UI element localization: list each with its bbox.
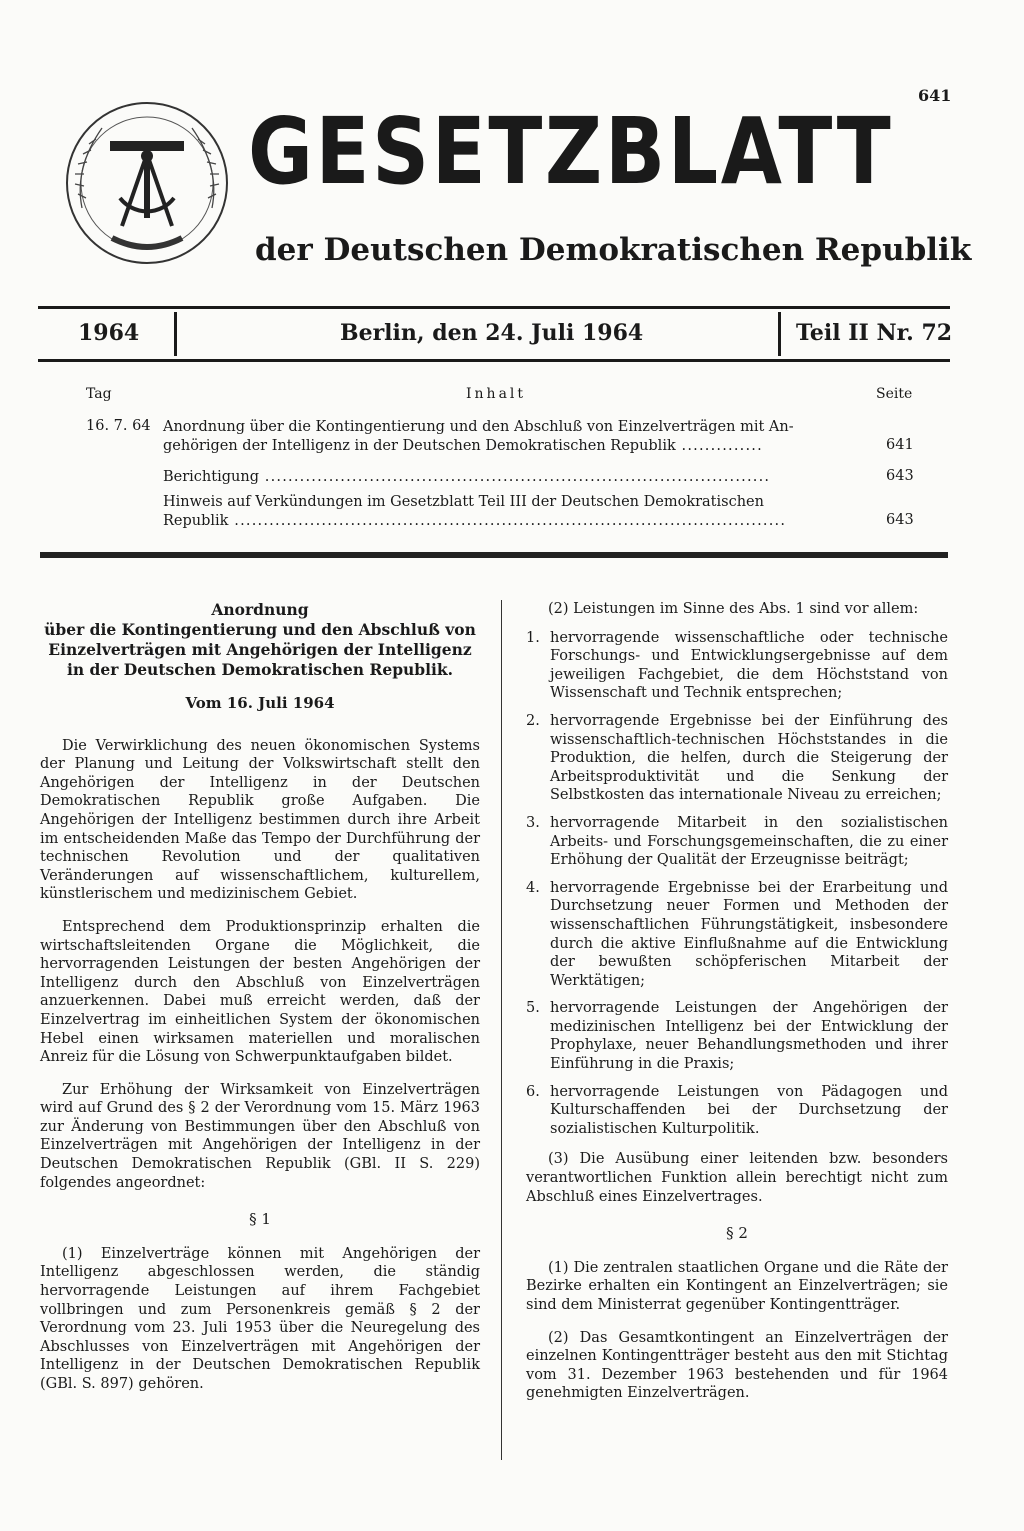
list-item bbox=[526, 1083, 948, 1139]
state-emblem-icon bbox=[62, 98, 232, 268]
contents-divider bbox=[40, 552, 948, 558]
issue-bar bbox=[38, 306, 953, 362]
right-column bbox=[526, 600, 948, 1417]
left-column bbox=[40, 600, 480, 1408]
list-item bbox=[526, 814, 948, 870]
issue-year: 1964 bbox=[78, 320, 140, 346]
toc-entry-page: 643 bbox=[886, 468, 914, 484]
section-paragraph: (2) Das Gesamtkontingent an Einzelverträgen der einzelnen Kontingentträger besteht aus den mit Stichtag vom 31. Dezember 1963 bestehenden und für 1964 genehmigten Einzelverträgen. bbox=[526, 1329, 948, 1402]
list-item-number: 1. bbox=[526, 629, 540, 646]
toc-entry-page: 643 bbox=[886, 512, 914, 528]
intro-paragraph: Die Verwirklichung des neuen ökonomischen Systems der Planung und Leitung der Volkswirtschaft stellt den Angehörigen der Intelligenz in der Deutschen Demokratischen Republik große Aufgaben. Die Angehörigen der Intelligenz bestimmen durch ihre Arbeit im entscheidenden Maße das Tempo der Durchführung der technischen Revolution und der qualitativen Veränderungen auf wissenschaftlichem, kulturellem, künstlerischem und medizinischem Gebiet. bbox=[40, 737, 480, 903]
contents-heading: Inhalt bbox=[466, 386, 527, 402]
list-item-number: 6. bbox=[526, 1083, 540, 1100]
masthead-subtitle: der Deutschen Demokratischen Republik bbox=[255, 232, 972, 268]
toc-entry-page: 641 bbox=[886, 437, 914, 453]
list-item bbox=[526, 712, 948, 805]
list-item-text: hervorragende Mitarbeit in den sozialistischen Arbeits- und Forschungsgemeinschaften, die zu einer Erhöhung der Qualität der Erzeugnisse beiträgt; bbox=[550, 814, 948, 869]
intro-paragraph: Zur Erhöhung der Wirksamkeit von Einzelverträgen wird auf Grund des § 2 der Verordnung vom 15. März 1963 zur Änderung von Bestimmungen über den Abschluß von Einzelverträgen mit Angehörigen der Intelligenz in der Deutschen Demokratischen Republik (GBl. II S. 229) folgendes angeordnet: bbox=[40, 1081, 480, 1191]
list-item-number: 2. bbox=[526, 712, 540, 729]
issue-dateline: Berlin, den 24. Juli 1964 bbox=[340, 320, 644, 346]
column-divider bbox=[501, 600, 502, 1460]
toc-entry: Anordnung über die Kontingentierung und den Abschluß von Einzelverträgen mit An- gehörigen der Intelligenz in der Deutschen Demokratischen Republik .............. bbox=[163, 418, 843, 456]
intro-paragraph: Entsprechend dem Produktionsprinzip erhalten die wirtschaftsleitenden Organe die Möglichkeit, die hervorragenden Leistungen der besten Angehörigen der Intelligenz durch den Abschluß von Einzelverträgen anzuerkennen. Dabei muß erreicht werden, daß der Einzelvertrag im einheitlichen System der ökonomischen Hebel einen wirksamen materiellen und moralischen Anreiz für die Lösung von Schwerpunktaufgaben bildet. bbox=[40, 918, 480, 1066]
title-line: Anordnung bbox=[211, 600, 309, 619]
section-paragraph: (1) Einzelverträge können mit Angehörigen der Intelligenz abgeschlossen werden, die ständig hervorragende Leistungen auf ihrem Fachgebiet vollbringen und zum Personenkreis gemäß § 2 der Verordnung vom 23. Juli 1953 über die Neuregelung des Abschlusses von Einzelverträgen mit Angehörigen der Intelligenz in der Deutschen Demokratischen Republik (GBl. S. 897) gehören. bbox=[40, 1245, 480, 1392]
list-item-text: hervorragende wissenschaftliche oder technische Forschungs- und Entwicklungsergebnisse auf dem jeweiligen Fachgebiet, die dem Höchststand von Wissenschaft und Technik entsprechen; bbox=[550, 629, 948, 702]
section-paragraph: (3) Die Ausübung einer leitenden bzw. besonders verantwortlichen Funktion allein berechtigt nicht zum Abschluß eines Einzelvertrages. bbox=[526, 1151, 948, 1205]
section-paragraph: (2) Leistungen im Sinne des Abs. 1 sind vor allem: bbox=[548, 601, 919, 617]
section-heading: § 1 bbox=[249, 1210, 271, 1229]
title-line: in der Deutschen Demokratischen Republik. bbox=[66, 660, 454, 679]
list-item-text: hervorragende Leistungen der Angehörigen der medizinischen Intelligenz bei der Entwicklung der Prophylaxe, neuer Behandlungsmethoden und ihrer Einführung in die Praxis; bbox=[550, 1000, 948, 1073]
list-item bbox=[526, 999, 948, 1073]
toc-entry-date: 16. 7. 64 bbox=[86, 418, 151, 434]
issue-part: Teil II Nr. 72 bbox=[796, 320, 953, 346]
list-item-number: 3. bbox=[526, 814, 540, 831]
list-item-text: hervorragende Leistungen von Pädagogen und Kulturschaffenden bei der Durchsetzung der sozialistischen Kulturpolitik. bbox=[550, 1083, 948, 1137]
list-item-number: 4. bbox=[526, 879, 540, 896]
title-line: Einzelverträgen mit Angehörigen der Intelligenz bbox=[48, 640, 472, 659]
contents-col-day: Tag bbox=[86, 386, 112, 402]
toc-entry-line: Anordnung über die Kontingentierung und den Abschluß von Einzelverträgen mit An- bbox=[163, 419, 794, 435]
toc-entry-line: Republik bbox=[163, 513, 229, 529]
page-number: 641 bbox=[918, 86, 952, 105]
document-title bbox=[40, 600, 480, 680]
list-item bbox=[526, 629, 948, 703]
document-date: Vom 16. Juli 1964 bbox=[185, 694, 335, 712]
contents-col-page: Seite bbox=[876, 386, 913, 402]
masthead-title: GESETZBLATT bbox=[248, 98, 894, 205]
section-paragraph: (1) Die zentralen staatlichen Organe und die Räte der Bezirke erhalten ein Kontingent an Einzelverträgen; sie sind dem Ministerrat gegenüber Kontingentträger. bbox=[526, 1259, 948, 1313]
list-item bbox=[526, 879, 948, 991]
toc-entry-line: gehörigen der Intelligenz in der Deutschen Demokratischen Republik bbox=[163, 438, 676, 454]
title-line: über die Kontingentierung und den Abschluß von bbox=[44, 620, 476, 639]
section-heading: § 2 bbox=[726, 1224, 748, 1243]
toc-entry-line: Berichtigung bbox=[163, 469, 259, 485]
toc-entry: Berichtigung ....................................................................................... bbox=[163, 469, 771, 485]
toc-entry-line: Hinweis auf Verkündungen im Gesetzblatt Teil III der Deutschen Demokratischen bbox=[163, 494, 764, 510]
list-item-number: 5. bbox=[526, 1000, 540, 1017]
list-item-text: hervorragende Ergebnisse bei der Erarbeitung und Durchsetzung neuer Formen und Methoden der wissenschaftlichen Führungstätigkeit, insbesondere durch die aktive Einflußnahme auf die Entwicklung der bewußten schöpferischen Mitarbeit der Werktätigen; bbox=[550, 879, 948, 989]
list-item-text: hervorragende Ergebnisse bei der Einführung des wissenschaftlich-technischen Höchststandes in die Produktion, die helfen, durch die Steigerung der Arbeitsproduktivität und die Senkung der Selbstkosten das internationale Niveau zu erreichen; bbox=[550, 712, 948, 804]
toc-entry: Hinweis auf Verkündungen im Gesetzblatt Teil III der Deutschen Demokratischen Republik ............................................................................................... bbox=[163, 493, 843, 531]
